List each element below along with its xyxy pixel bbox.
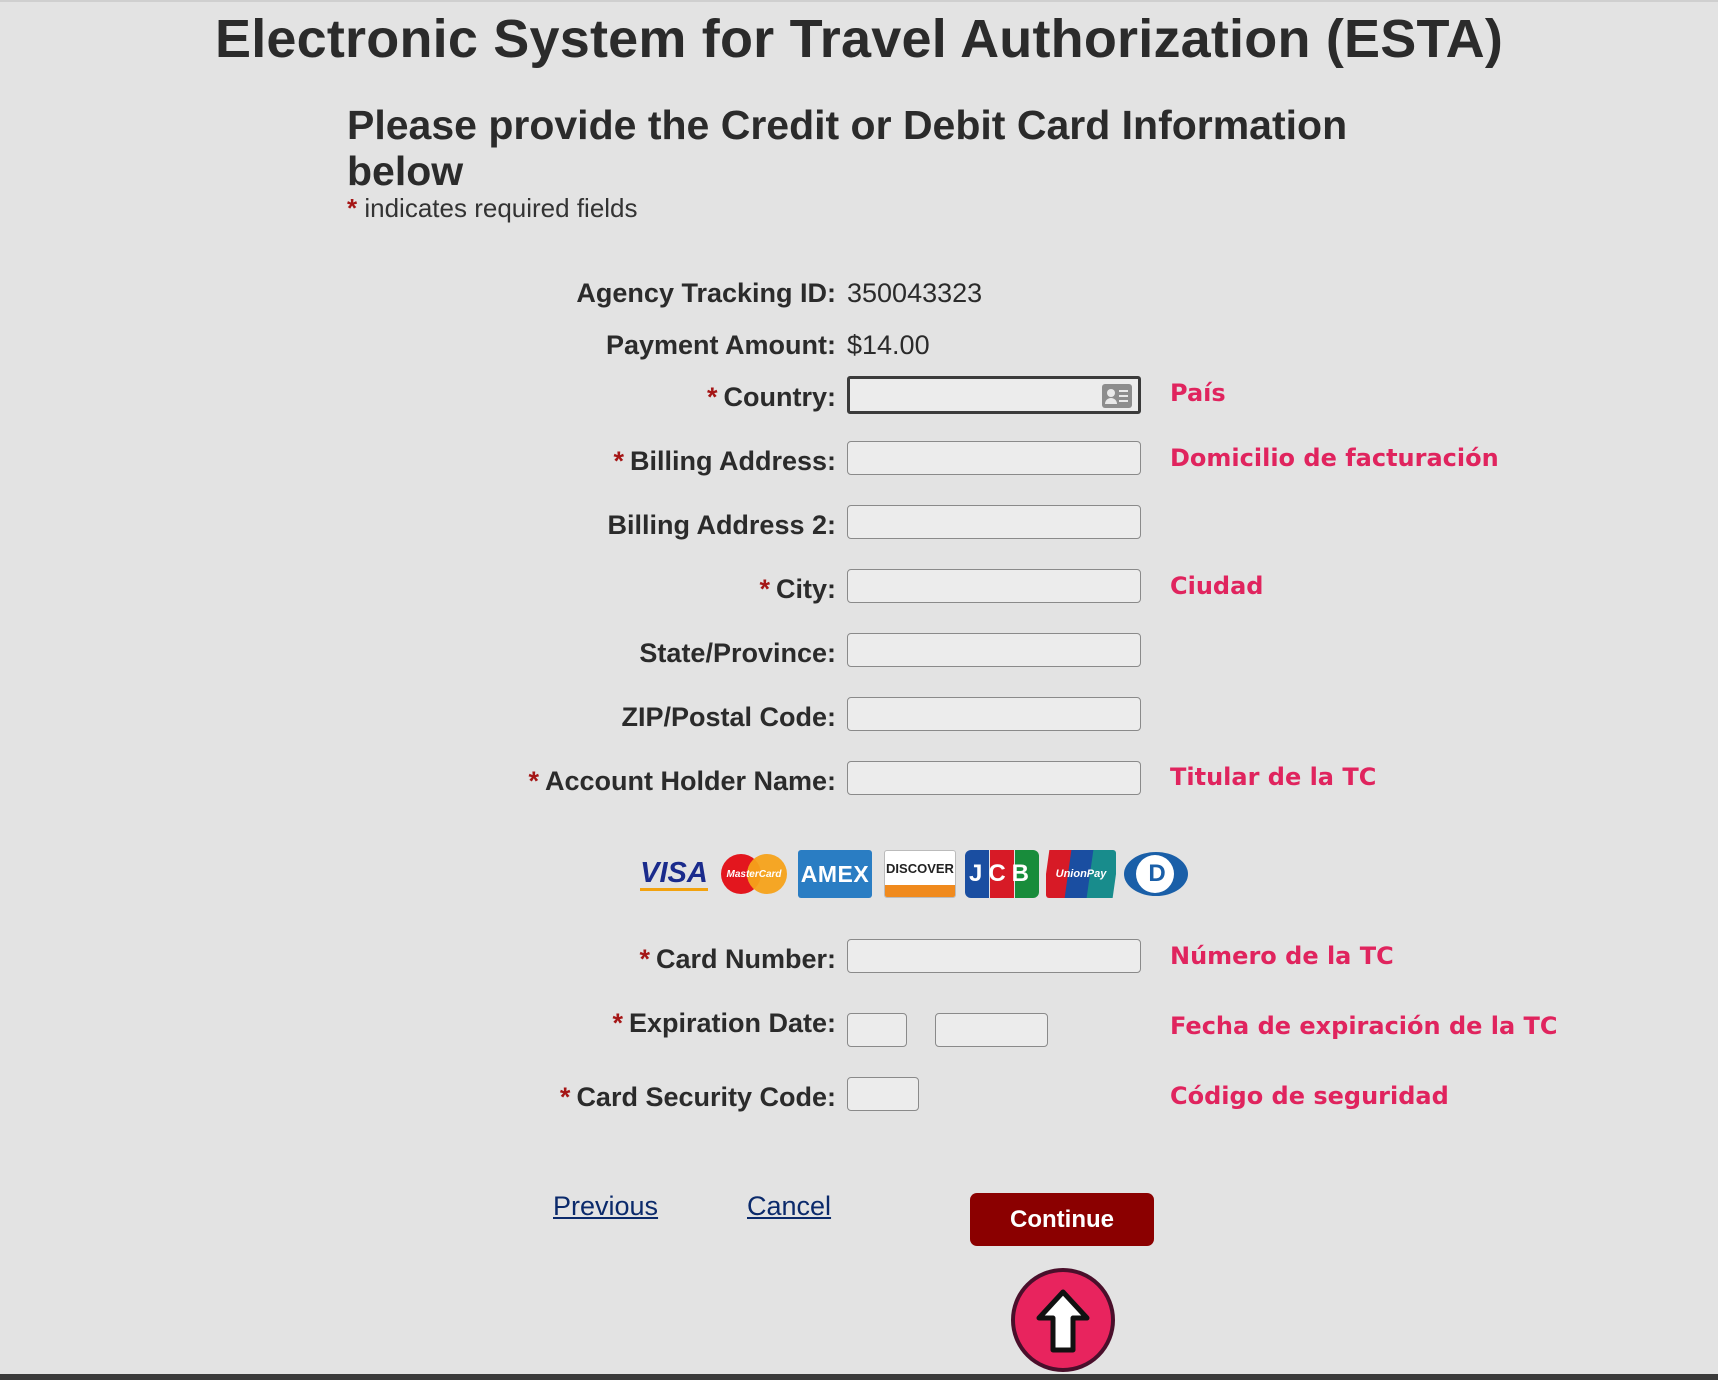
unionpay-logo: UnionPay	[1046, 850, 1116, 898]
discover-logo: DISCOVER	[884, 850, 956, 898]
required-asterisk: *	[528, 766, 539, 796]
page-heading: Please provide the Credit or Debit Card Information below	[347, 102, 1348, 194]
billing-address-label	[613, 444, 836, 478]
expiration-date-label-text: Expiration Date:	[628, 1008, 836, 1038]
country-field[interactable]	[847, 376, 1141, 414]
tracking-id-value: 350043323	[847, 278, 983, 308]
previous-link[interactable]: Previous	[553, 1191, 659, 1221]
app-title: Electronic System for Travel Authorization (ESTA)	[214, 9, 1504, 69]
cancel-link[interactable]: Cancel	[747, 1191, 832, 1221]
required-note	[347, 193, 638, 224]
tracking-id-label: Agency Tracking ID:	[576, 278, 836, 308]
expiration-year-select[interactable]	[935, 1013, 1048, 1047]
account-holder-field[interactable]	[847, 761, 1141, 795]
account-holder-label-text: Account Holder Name:	[544, 766, 836, 796]
billing-address-label-text: Billing Address:	[629, 446, 836, 476]
account-holder-hint: Titular de la TC	[1170, 763, 1377, 791]
security-code-label-text: Card Security Code:	[576, 1082, 836, 1112]
scroll-top-button[interactable]	[1011, 1268, 1115, 1372]
expiration-month-select[interactable]	[847, 1013, 907, 1047]
required-asterisk: *	[639, 944, 650, 974]
amex-logo: AMEX	[798, 850, 872, 898]
jcb-logo: JCB	[965, 850, 1039, 898]
country-label-text: Country:	[723, 382, 836, 412]
security-code-hint: Código de seguridad	[1170, 1082, 1449, 1110]
required-asterisk: *	[613, 446, 624, 476]
payment-amount-label: Payment Amount:	[605, 330, 836, 360]
expiration-date-hint: Fecha de expiración de la TC	[1170, 1012, 1558, 1040]
payment-amount-value: $14.00	[847, 330, 930, 360]
billing-address-hint: Domicilio de facturación	[1170, 444, 1499, 472]
required-note-text: indicates required fields	[364, 193, 638, 223]
billing-address-2-field[interactable]	[847, 505, 1141, 539]
required-asterisk: *	[759, 574, 770, 604]
zip-field[interactable]	[847, 697, 1141, 731]
card-number-field[interactable]	[847, 939, 1141, 973]
required-asterisk: *	[707, 382, 718, 412]
arrow-up-icon	[1015, 1272, 1111, 1368]
required-asterisk: *	[559, 1082, 571, 1112]
city-field[interactable]	[847, 569, 1141, 603]
city-hint: Ciudad	[1170, 572, 1264, 600]
card-number-hint: Número de la TC	[1170, 942, 1394, 970]
zip-label: ZIP/Postal Code:	[621, 702, 836, 732]
bottom-border	[0, 1374, 1718, 1380]
card-number-label-text: Card Number:	[655, 944, 836, 974]
visa-logo: VISA	[640, 856, 708, 889]
billing-address-2-label: Billing Address 2:	[607, 510, 836, 540]
state-field[interactable]	[847, 633, 1141, 667]
required-asterisk: *	[612, 1008, 623, 1038]
state-label: State/Province:	[639, 638, 836, 668]
country-label	[707, 380, 836, 414]
required-asterisk: *	[347, 193, 358, 223]
billing-address-field[interactable]	[847, 441, 1141, 475]
country-hint: País	[1170, 379, 1226, 407]
card-number-label	[639, 942, 836, 976]
mastercard-logo: MasterCard	[719, 850, 789, 898]
security-code-label	[560, 1080, 836, 1114]
diners-club-logo: D	[1122, 850, 1192, 898]
contact-card-icon[interactable]	[1102, 384, 1132, 408]
continue-button[interactable]: Continue	[970, 1193, 1154, 1246]
top-border	[0, 0, 1718, 2]
expiration-date-label	[612, 1006, 836, 1040]
city-label	[759, 572, 836, 606]
account-holder-label	[528, 764, 836, 798]
security-code-field[interactable]	[847, 1077, 919, 1111]
city-label-text: City:	[776, 574, 836, 604]
